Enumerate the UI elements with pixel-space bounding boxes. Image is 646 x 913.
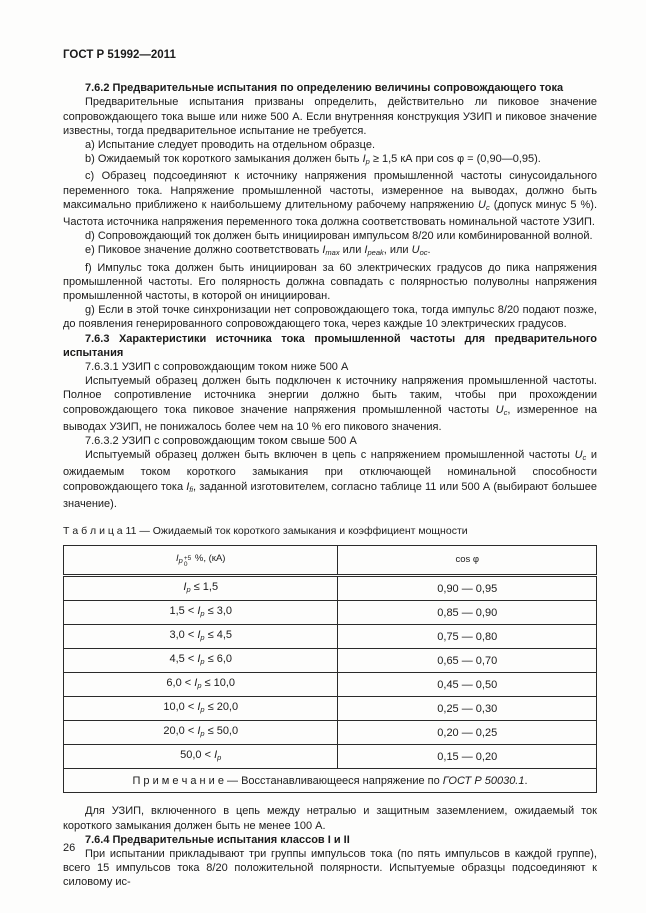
table-header-row xyxy=(64,546,597,576)
cell-current-range: 4,5 < Ip ≤ 6,0 xyxy=(64,649,338,673)
header-cell-prospective-current: $I_p$ +5 0 %, (кА) xyxy=(64,546,338,576)
clause-7-6-3-1: 7.6.3.1 УЗИП с сопровождающим током ниже 500 А xyxy=(85,361,349,374)
section-heading-7-6-3: 7.6.3 Характеристики источника тока промышленной частоты для предварительного испытания xyxy=(63,332,597,359)
cell-current-range: 1,5 < Ip ≤ 3,0 xyxy=(64,601,338,625)
cell-current-range: Ip ≤ 1,5 xyxy=(64,576,338,601)
cell-current-range: 6,0 < Ip ≤ 10,0 xyxy=(64,673,338,697)
list-item-e: е) Пиковое значение должно соответствовать Imax или Ipeak, или Uoc. xyxy=(85,244,431,258)
clause-7-6-3-2: 7.6.3.2 УЗИП с сопровождающим током свыше 500 А xyxy=(85,435,357,448)
cell-cos-phi: 0,75 — 0,80 xyxy=(338,625,597,649)
cell-current-range: 10,0 < Ip ≤ 20,0 xyxy=(64,697,338,721)
cell-cos-phi: 0,20 — 0,25 xyxy=(338,721,597,745)
paragraph-intro: Предварительные испытания призваны определить, действительно ли пиковое значение сопровождающего тока выше или ниже 500 А. Если внутренняя конструкция УЗИП и пиковое значение известны, тогда предварительное испытание не требуется. xyxy=(63,96,597,137)
table-row xyxy=(64,649,597,673)
cell-cos-phi: 0,65 — 0,70 xyxy=(338,649,597,673)
list-item-a: а) Испытание следует проводить на отдельном образце. xyxy=(85,139,375,152)
paragraph-7-6-3-2: Испытуемый образец должен быть включен в цепь с напряжением промышленной частоты Uc и ожидаемым током короткого замыкания при отключающей номинальной способности сопровождающего тока Ifi, заданной изготовителем, согласно таблице 11 или 500 А (выбирают большее значение). xyxy=(63,449,597,510)
cell-cos-phi: 0,15 — 0,20 xyxy=(338,745,597,769)
doc-code-header: ГОСТ Р 51992—2011 xyxy=(63,49,176,61)
cell-current-range: 50,0 < Ip xyxy=(64,745,338,769)
section-heading-7-6-4: 7.6.4 Предварительные испытания классов I и II xyxy=(85,833,350,846)
cell-cos-phi: 0,25 — 0,30 xyxy=(338,697,597,721)
paragraph-7-6-3-1: Испытуемый образец должен быть подключен к источнику напряжения промышленной частоты. Полное сопротивление источника энергии должно быть таким, чтобы при прохождении сопровождающего тока пиковое значение напряжения промышленной частоты Uc, измеренное на выводах УЗИП, не понижалось более чем на 10 % его пикового значения. xyxy=(63,375,597,433)
cell-cos-phi: 0,85 — 0,90 xyxy=(338,601,597,625)
paragraph-7-6-4: При испытании прикладывают три группы импульсов тока (по пять импульсов в каждой группе), всего 15 импульсов тока 8/20 положительной полярности. Испытуемые образцы подсоединяют к силовому ис- xyxy=(63,847,597,889)
table-11 xyxy=(63,545,597,793)
table-row xyxy=(64,745,597,769)
section-heading-7-6-2: 7.6.2 Предварительные испытания по определению величины сопровождающего тока xyxy=(85,82,564,95)
table-row xyxy=(64,601,597,625)
table-row xyxy=(64,673,597,697)
table-caption: Т а б л и ц а 11 — Ожидаемый ток короткого замыкания и коэффициент мощности xyxy=(63,525,468,538)
list-item-b: b) Ожидаемый ток короткого замыкания должен быть Ip ≥ 1,5 кА при cos φ = (0,90—0,95). xyxy=(85,153,541,167)
cell-current-range: 3,0 < Ip ≤ 4,5 xyxy=(64,625,338,649)
list-item-f: f) Импульс тока должен быть инициирован за 60 электрических градусов до пика напряжения промышленной частоты. Его полярность должна совпадать с полярностью полуволны напряжения промышленной частоты, в которой он инициирован. xyxy=(63,261,597,303)
list-item-c: с) Образец подсоединяют к источнику напряжения промышленной частоты синусоидального переменного тока. Напряжение промышленной частоты, измеренное на выводах, должно быть максимально приближено к наибольшему длительному рабочему напряжению Uc (допуск минус 5 %). Частота источника напряжения переменного тока должна соответствовать номинальной частоте УЗИП. xyxy=(63,170,597,229)
cell-cos-phi: 0,90 — 0,95 xyxy=(338,576,597,601)
tolerance-stack: +5 0 xyxy=(183,554,192,569)
page-number: 26 xyxy=(63,842,76,854)
cell-cos-phi: 0,45 — 0,50 xyxy=(338,673,597,697)
list-item-g: g) Если в этой точке синхронизации нет сопровождающего тока, тогда импульс 8/20 подают позже, до появления генерированного сопровождающего тока, через каждые 10 электрических градусов. xyxy=(63,304,597,331)
table-row xyxy=(64,625,597,649)
cell-current-range: 20,0 < Ip ≤ 50,0 xyxy=(64,721,338,745)
table-row xyxy=(64,697,597,721)
text-blocks-before-table xyxy=(63,81,597,511)
text-blocks-after-table xyxy=(63,804,597,889)
table-note-row xyxy=(64,769,597,793)
table-row xyxy=(64,576,597,601)
paragraph-neutral-pe: Для УЗИП, включенного в цепь между нетралью и защитным заземлением, ожидаемый ток короткого замыкания должен быть не менее 100 А. xyxy=(63,805,597,832)
table-row xyxy=(64,721,597,745)
table-note: П р и м е ч а н и е — Восстанавливающееся напряжение по ГОСТ Р 50030.1. xyxy=(64,769,597,793)
header-cell-cos-phi: cos φ xyxy=(338,546,597,576)
list-item-d: d) Сопровождающий ток должен быть инициирован импульсом 8/20 или комбинированной волной. xyxy=(85,230,593,243)
